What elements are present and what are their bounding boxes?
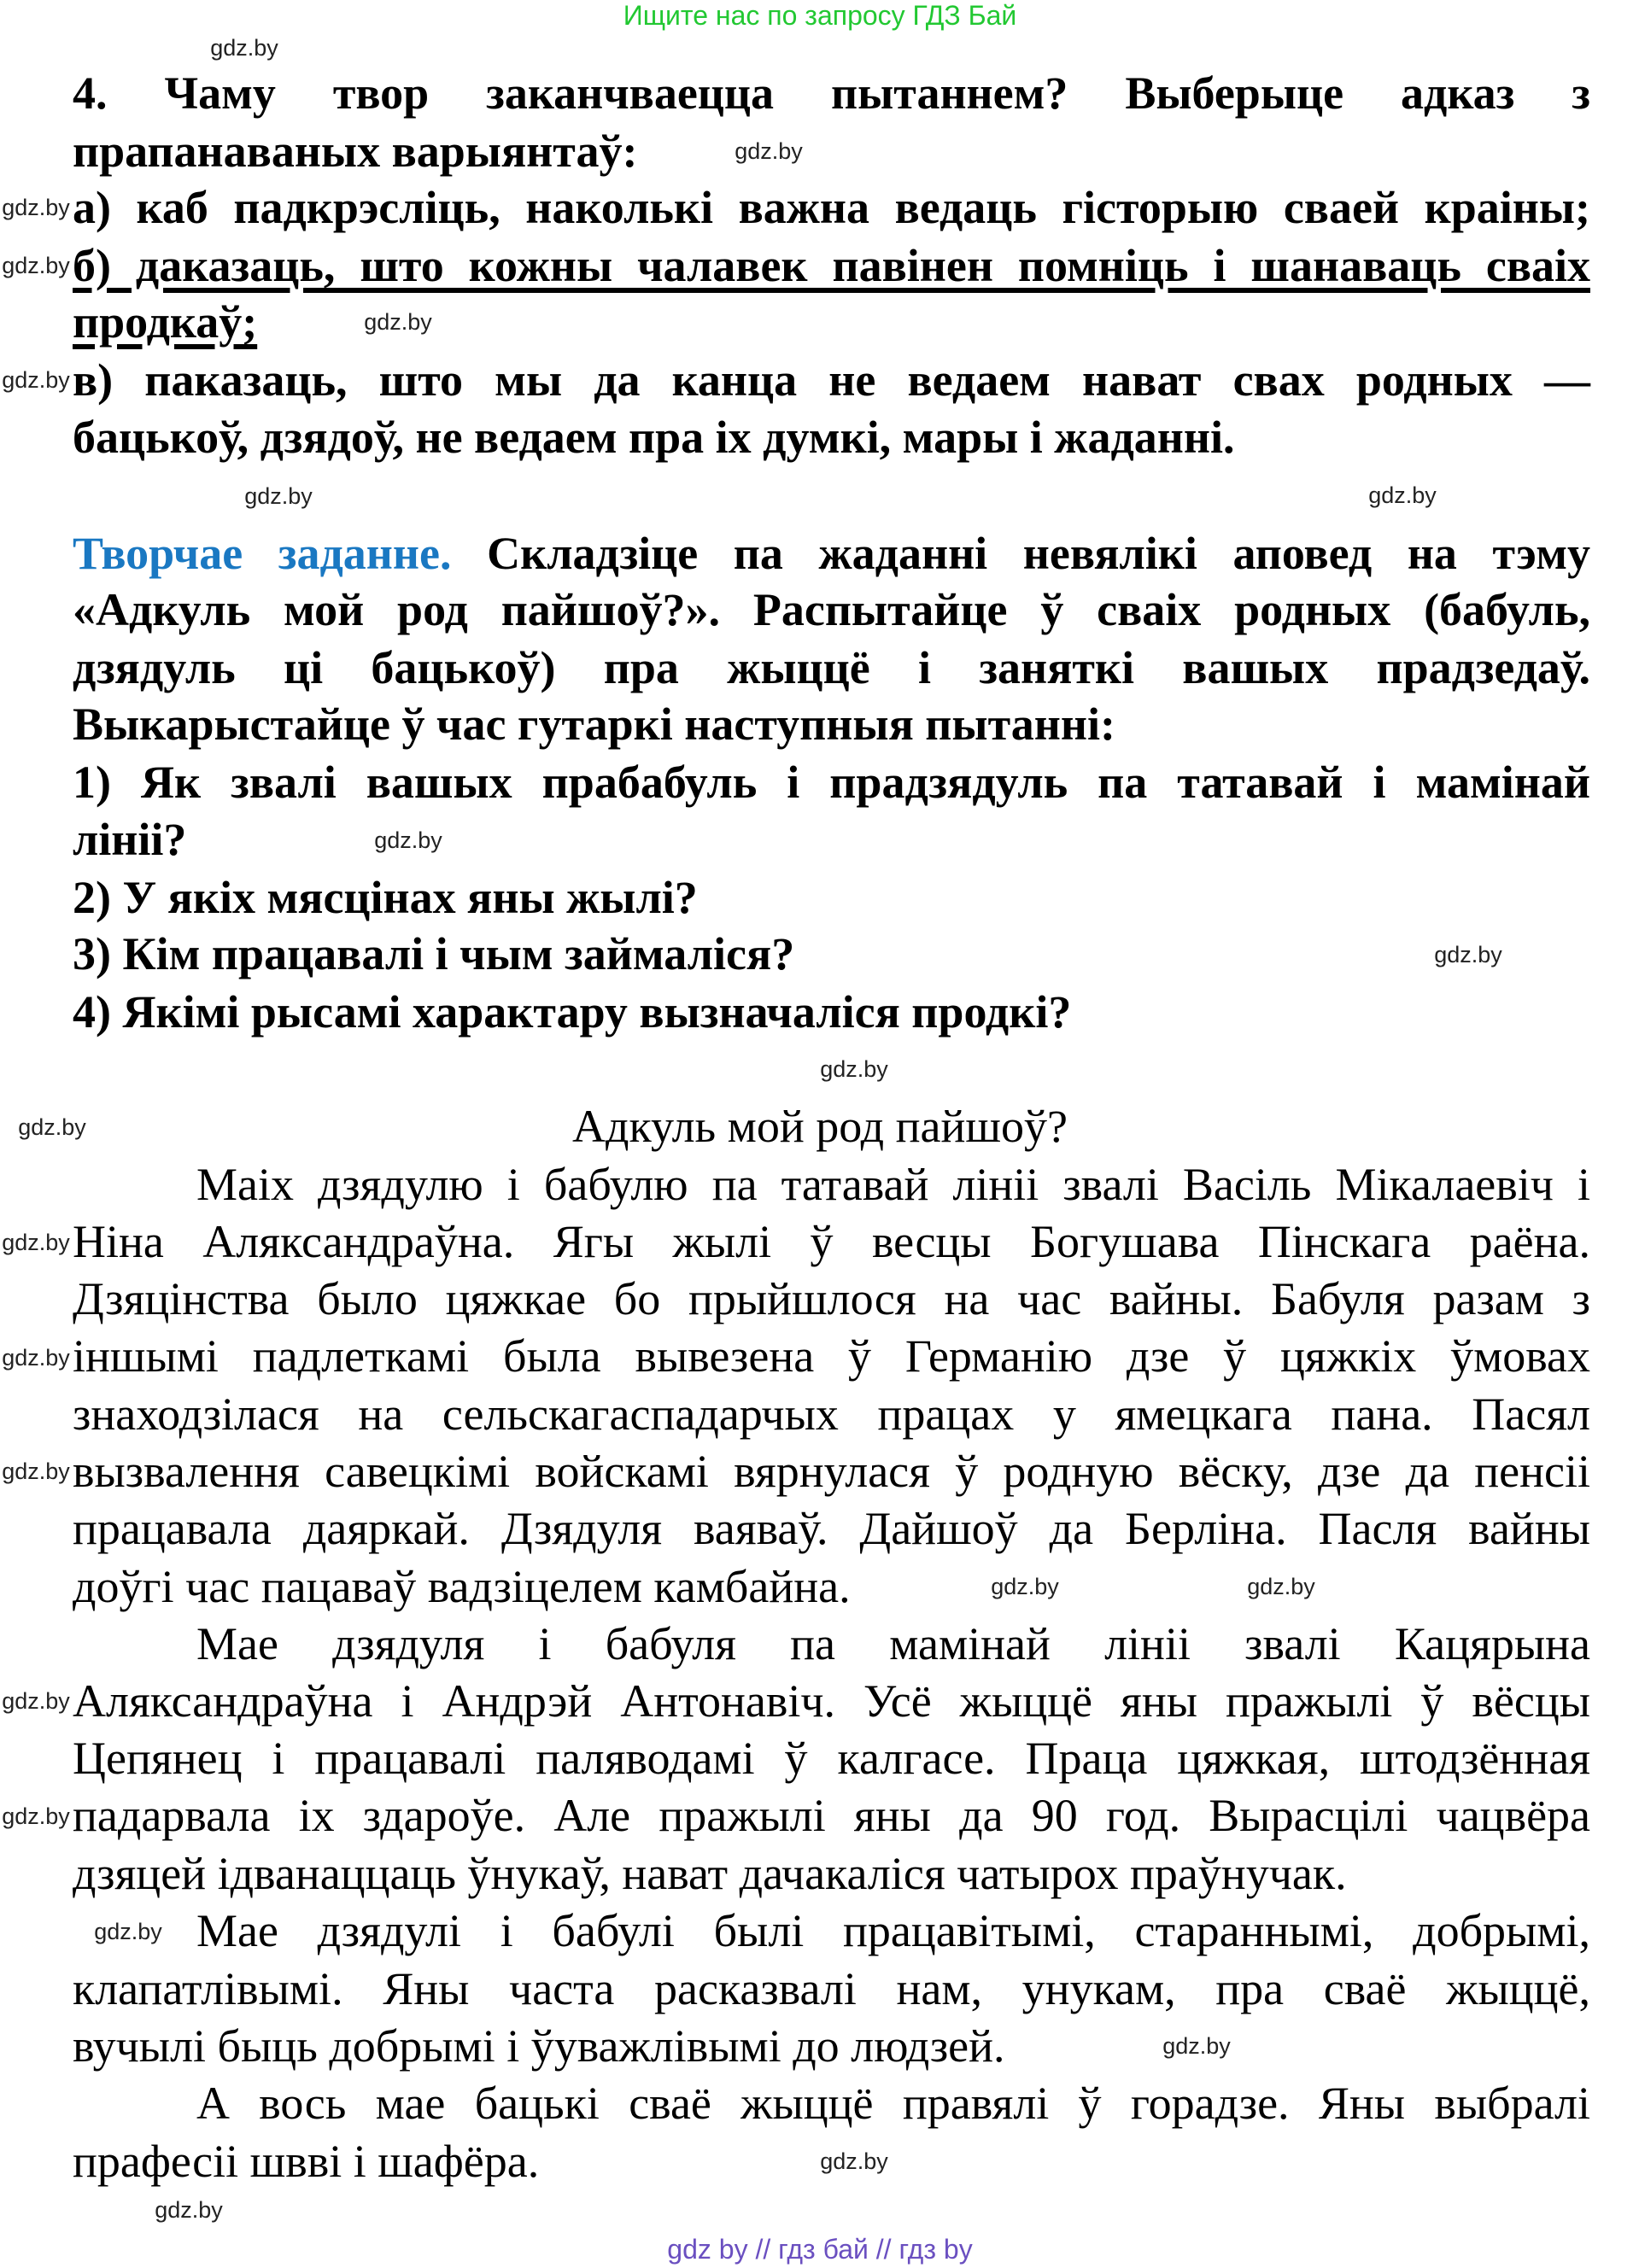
task-question-1: лініі? bbox=[73, 814, 187, 865]
task-line: дзядуль ці бацькоў) пра жыццё і заняткі вашых прадзедаў. bbox=[73, 642, 1590, 693]
story-line: працавала даяркай. Дзядуля ваяваў. Дайшоў да Берліна. Пасля вайны bbox=[73, 1503, 1590, 1554]
option-b-correct: б) даказаць, што кожны чалавек павінен помніць і шанаваць сваіх bbox=[73, 240, 1590, 291]
watermark: gdz.by bbox=[2, 1345, 70, 1371]
option-c: бацькоў, дзядоў, не ведаем пра іх думкі, мары і жаданні. bbox=[73, 412, 1235, 463]
option-c: в) паказаць, што мы да канца не ведаем нават свах родных — bbox=[73, 354, 1590, 406]
watermark: gdz.by bbox=[18, 1114, 86, 1140]
watermark: gdz.by bbox=[2, 253, 70, 278]
watermark: gdz.by bbox=[2, 1688, 70, 1714]
watermark: gdz.by bbox=[2, 1803, 70, 1829]
question-line: прапанаваных варыянтаў: bbox=[73, 126, 638, 177]
watermark: gdz.by bbox=[244, 483, 313, 509]
story-line: Дзяцінства было цяжкае бо прыйшлося на час вайны. Бабуля разам з bbox=[73, 1273, 1590, 1324]
task-question-1: 1) Як звалі вашых прабабуль і прадзядуль па татавай і мамінай bbox=[73, 757, 1590, 808]
watermark: gdz.by bbox=[820, 2148, 888, 2174]
story-title: Адкуль мой род пайшоў? bbox=[572, 1101, 1068, 1152]
watermark: gdz.by bbox=[210, 35, 278, 61]
watermark: gdz.by bbox=[155, 2197, 223, 2223]
footer-links[interactable]: gdz by // гдз бай // гдз by bbox=[667, 2234, 973, 2265]
watermark: gdz.by bbox=[1434, 942, 1502, 967]
watermark: gdz.by bbox=[2, 1458, 70, 1484]
site-banner[interactable]: Ищите нас по запросу ГДЗ Бай bbox=[623, 0, 1017, 31]
task-text: Складзіце па жаданні невялікі аповед на тэму bbox=[487, 528, 1590, 579]
story-line: вучылі быць добрымі і ўуважлівымі до людзей. bbox=[73, 2020, 1005, 2072]
story-line: Цепянец і працавалі паляводамі ў калгасе. Праца цяжкая, штодзённая bbox=[73, 1733, 1590, 1784]
watermark: gdz.by bbox=[735, 138, 803, 164]
watermark: gdz.by bbox=[991, 1574, 1059, 1599]
story-line: А вось мае бацькі сваё жыццё правялі ў горадзе. Яны выбралі bbox=[196, 2078, 1590, 2129]
task-intro bbox=[73, 525, 1590, 582]
watermark: gdz.by bbox=[2, 367, 70, 393]
story-line: іншымі падлеткамі была вывезена ў Германію дзе ў цяжкіх ўмовах bbox=[73, 1330, 1590, 1382]
watermark: gdz.by bbox=[1162, 2033, 1231, 2059]
story-line: дзяцей ідванаццаць ўнукаў, нават дачакаліся чатырох праўнучак. bbox=[73, 1848, 1347, 1899]
story-line: прафесіі швві і шафёра. bbox=[73, 2136, 540, 2187]
task-line: Выкарыстайце ў час гутаркі наступныя пытанні: bbox=[73, 699, 1115, 750]
question-line: 4. Чаму твор заканчваецца пытаннем? Выберыце адказ з bbox=[73, 67, 1590, 119]
option-b-correct: продкаў; bbox=[73, 296, 258, 348]
watermark: gdz.by bbox=[94, 1919, 162, 1944]
story-line: Мае дзядуля і бабуля па мамінай лініі звалі Кацярына bbox=[196, 1618, 1590, 1669]
story-line: Мае дзядулі і бабулі былі працавітымі, стараннымі, добрымі, bbox=[196, 1905, 1590, 1956]
task-label: Творчае заданне. bbox=[73, 528, 452, 579]
story-line: падарвала іх здароўе. Але пражылі яны да 90 год. Вырасцілі чацвёра bbox=[73, 1790, 1590, 1841]
story-line: клапатлівымі. Яны часта расказвалі нам, унукам, пра сваё жыццё, bbox=[73, 1963, 1590, 2014]
task-question-3: 3) Кім працавалі і чым займаліся? bbox=[73, 928, 795, 979]
task-question-4: 4) Якімі рысамі характару вызначаліся продкі? bbox=[73, 986, 1072, 1038]
task-line: «Адкуль мой род пайшоў?». Распытайце ў сваіх родных (бабуль, bbox=[73, 584, 1590, 635]
watermark: gdz.by bbox=[1368, 482, 1437, 508]
story-line: Аляксандраўна і Андрэй Антонавіч. Усё жыццё яны пражылі ў вёсцы bbox=[73, 1675, 1590, 1727]
watermark: gdz.by bbox=[1247, 1574, 1315, 1599]
story-line: вызвалення савецкімі войскамі вярнулася ў родную вёску, дзе да пенсіі bbox=[73, 1446, 1590, 1497]
watermark: gdz.by bbox=[364, 309, 432, 335]
watermark: gdz.by bbox=[2, 195, 70, 220]
story-line: Маіх дзядулю і бабулю па татавай лініі звалі Васіль Мікалаевіч і bbox=[196, 1159, 1590, 1210]
option-a: а) каб падкрэсліць, наколькі важна ведаць гісторыю сваей краіны; bbox=[73, 182, 1590, 233]
watermark: gdz.by bbox=[374, 827, 442, 853]
watermark: gdz.by bbox=[2, 1230, 70, 1255]
story-line: знаходзілася на сельскагаспадарчых працах у ямецкага пана. Пасял bbox=[73, 1388, 1590, 1440]
story-line: Ніна Аляксандраўна. Ягы жылі ў весцы Богушава Пінскага раёна. bbox=[73, 1216, 1590, 1267]
watermark: gdz.by bbox=[820, 1056, 888, 1082]
task-question-2: 2) У якіх мясцінах яны жылі? bbox=[73, 872, 698, 923]
story-line: доўгі час пацаваў вадзіцелем камбайна. bbox=[73, 1561, 851, 1612]
